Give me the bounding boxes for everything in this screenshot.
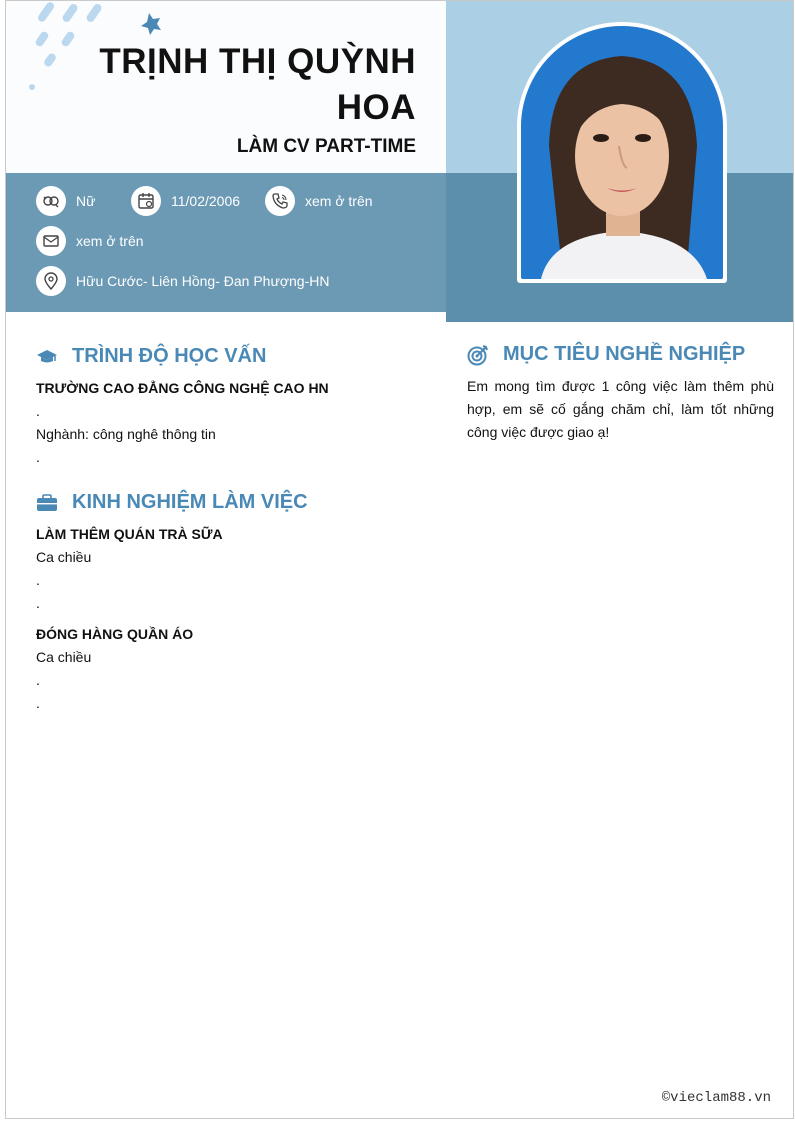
experience-title-text: KINH NGHIỆM LÀM VIỆC: [72, 491, 308, 513]
phone-icon: [265, 186, 295, 216]
job-1-line2: .: [36, 572, 40, 588]
phone-row: [265, 186, 373, 216]
job-1-line3: .: [36, 595, 40, 611]
job-1-detail: Ca chiều: [36, 549, 92, 565]
email-value[interactable]: xem ở trên: [76, 233, 144, 249]
gender-row: [36, 186, 95, 216]
graduation-cap-icon: [36, 348, 58, 366]
education-time: .: [36, 403, 40, 419]
profile-photo: [521, 26, 723, 279]
job-2-detail: Ca chiều: [36, 649, 92, 665]
job-1-name: LÀM THÊM QUÁN TRÀ SỮA: [36, 526, 223, 542]
job-2-line3: .: [36, 695, 40, 711]
phone-value[interactable]: xem ở trên: [305, 193, 373, 209]
school-name: TRƯỜNG CAO ĐẲNG CÔNG NGHỆ CAO HN: [36, 380, 329, 396]
education-section-title: [36, 345, 266, 368]
briefcase-icon: [36, 494, 58, 512]
objective-title-text: MỤC TIÊU NGHỀ NGHIỆP: [503, 343, 746, 365]
location-pin-icon: [36, 266, 66, 296]
footer-watermark: ©vieclam88.vn: [661, 1090, 771, 1106]
objective-section-title: [467, 343, 745, 366]
address-value: Hữu Cước- Liên Hồng- Đan Phượng-HN: [76, 273, 330, 289]
gender-value: Nữ: [76, 193, 96, 209]
target-icon: [467, 344, 489, 366]
birthday-row: [131, 186, 240, 216]
email-icon: [36, 226, 66, 256]
objective-text: Em mong tìm được 1 công việc làm thêm phù hợp, em sẽ cố gắng chăm chỉ, làm tốt những công việc được giao ạ!: [467, 378, 774, 440]
education-major: Nghành: công nghê thông tin: [36, 426, 216, 442]
education-title-text: TRÌNH ĐỘ HỌC VẤN: [72, 345, 267, 367]
job-2-name: ĐÓNG HÀNG QUẦN ÁO: [36, 626, 194, 642]
desired-position: LÀM CV PART-TIME: [236, 136, 416, 157]
gender-icon: [36, 186, 66, 216]
calendar-icon: [131, 186, 161, 216]
candidate-name: TRỊNH THỊ QUỲNH HOA: [99, 42, 416, 127]
cv-page: [5, 0, 794, 1119]
profile-photo-frame: [517, 22, 727, 283]
experience-section-title: [36, 491, 308, 514]
email-row: [36, 226, 144, 256]
job-2-line2: .: [36, 672, 40, 688]
education-note: .: [36, 449, 40, 465]
birthday-value: 11/02/2006: [171, 193, 241, 209]
address-row: [36, 266, 329, 296]
